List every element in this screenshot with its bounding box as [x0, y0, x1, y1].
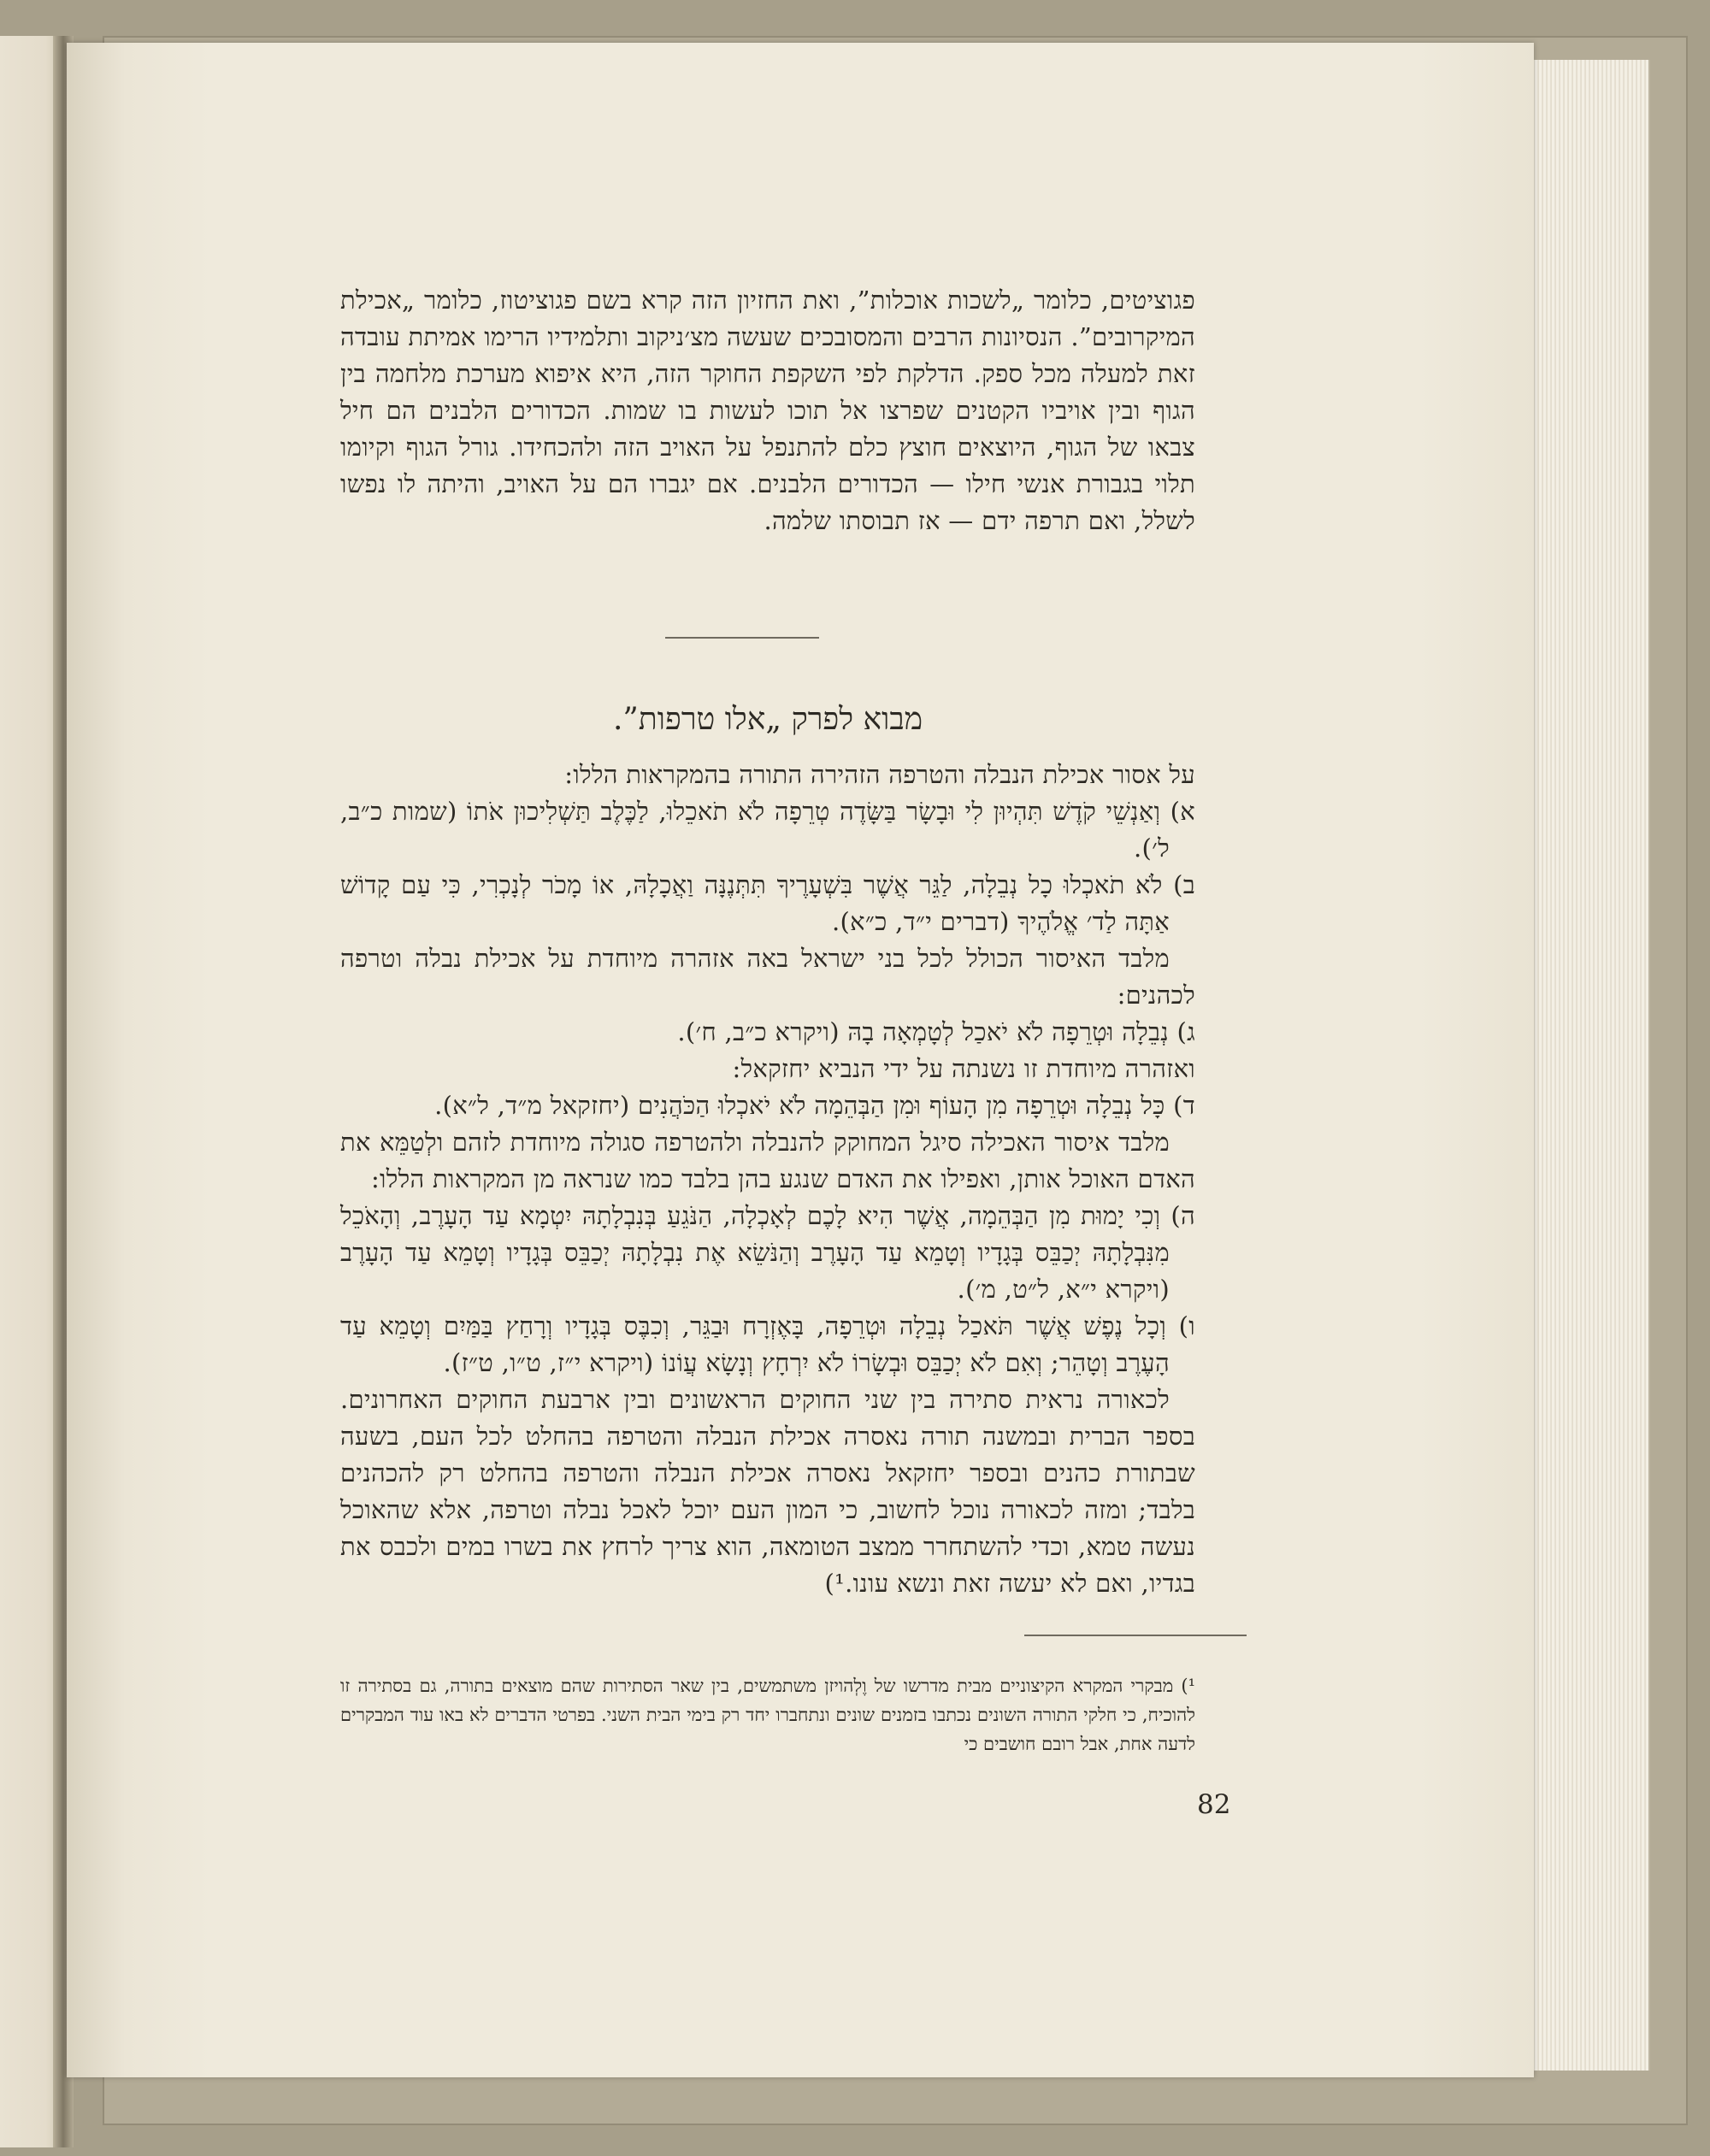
- section-paragraph: מלבד האיסור הכולל לכל בני ישראל באה אזהרה מיוחדת על אכילת נבלה וטרפה לכהנים:: [340, 944, 1195, 1010]
- section-paragraph: מלבד איסור האכילה סיגל המחוקק להנבלה ולהטרפה סגולה מיוחדת לזהם ולְטַמֵּא את האדם האוכל אותן, ואפילו את האדם שנגע בהן בלבד כמו שנראה מן המקראות הללו:: [340, 1128, 1195, 1193]
- section-paragraph: א) וְאַנְשֵׁי קֹדֶשׁ תִּהְיוּן לִי וּבָשָׂר בַּשָּׂדֶה טְרֵפָה לֹא תֹאכֵלוּ, לַכֶּלֶב תַּשְׁלִיכוּן אֹתוֹ (שמות כ״ב, ל׳).: [340, 797, 1195, 863]
- page-number: 82: [1197, 1789, 1231, 1820]
- book-page: [67, 43, 1534, 2077]
- chapter-heading: מבוא לפרק „אלו טרפות”.: [612, 702, 923, 737]
- section-divider: [665, 637, 819, 639]
- section-paragraph: ואזהרה מיוחדת זו נשנתה על ידי הנביא יחזקאל:: [732, 1054, 1195, 1083]
- section-paragraph: ד) כָּל נְבֵלָה וּטְרֵפָה מִן הָעוֹף וּמִן הַבְּהֵמָה לֹא יֹאכְלוּ הַכֹּהֲנִים (יחזקאל מ״ד, ל״א).: [434, 1091, 1195, 1120]
- section-paragraph: ב) לֹא תֹאכְלוּ כָל נְבֵלָה, לַגֵּר אֲשֶׁר בִּשְׁעָרֶיךָ תִּתְּנֶנָּה וַאֲכָלָהּ, אוֹ מָכֹר לְנָכְרִי, כִּי עַם קָדוֹשׁ אַתָּה לַד׳ אֱלֹהֶיךָ (דברים י״ד, כ״א).: [340, 870, 1195, 936]
- section-body: [340, 757, 1195, 1602]
- paragraph-text: פגוציטים, כלומר „לשכות אוכלות”, ואת החזיון הזה קרא בשם פגוציטוז, כלומר „אכילת המיקרובים”. הנסיונות הרבים והמסובכים שעשה מצ׳ניקוב ותלמידיו הרימו אמיתת עובדה זאת למעלה מכל ספק. הדלקת לפי השקפת החוקר הזה, היא איפוא מערכת מלחמה בין הגוף ובין אויביו הקטנים שפרצו אל תוכו לעשות בו שמות. הכדורים הלבנים הם חיל צבאו של הגוף, היוצאים חוצץ כלם להתנפל על האויב הזה ולהכחידו. גורל הגוף וקיומו תלוי בגבורת אנשי חילו — הכדורים הלבנים. אם יגברו הם על האויב, והיתה לו נפשו לשלל, ואם תרפה ידם — אז תבוסתו שלמה.: [340, 286, 1195, 535]
- footnote-divider: [1024, 1635, 1247, 1636]
- section-paragraph: ג) נְבֵלָה וּטְרֵפָה לֹא יֹאכַל לְטָמְאָה בָהּ (ויקרא כ״ב, ח׳).: [677, 1017, 1195, 1046]
- page-edges: [1513, 60, 1650, 2071]
- section-paragraph: על אסור אכילת הנבלה והטרפה הזהירה התורה בהמקראות הללו:: [564, 760, 1195, 789]
- section-paragraph: לכאורה נראית סתירה בין שני החוקים הראשונים ובין ארבעת החוקים האחרונים. בספר הברית ובמשנה תורה נאסרה אכילת הנבלה והטרפה בהחלט לכל העם, בשעה שבתורת כהנים ובספר יחזקאל נאסרה אכילת הנבלה והטרפה בהחלט רק להכהנים בלבד; ומזה לכאורה נוכל לחשוב, כי המון העם יוכל לאכל נבלה וטרפה, אלא שהאוכל נעשה טמא, וכדי להשתחרר ממצב הטומאה, הוא צריך לרחץ את בשרו במים ולכבס את בגדיו, ואם לא יעשה זאת ונשא עונו.¹): [340, 1385, 1195, 1598]
- section-paragraph: ו) וְכָל נֶפֶשׁ אֲשֶׁר תֹּאכַל נְבֵלָה וּטְרֵפָה, בָּאֶזְרָח וּבַגֵּר, וְכִבֶּס בְּגָדָיו וְרָחַץ בַּמַּיִם וְטָמֵא עַד הָעֶרֶב וְטָהֵר; וְאִם לֹא יְכַבֵּס וּבְשָׂרוֹ לֹא יִרְחָץ וְנָשָׂא עֲוֹנוֹ (ויקרא י״ז, ט״ו, ט״ז).: [340, 1311, 1195, 1377]
- footnote-text: ¹) מבקרי המקרא הקיצוניים מבית מדרשו של וֶלְהויזן משתמשים, בין שאר הסתירות שהם מוצאים בתורה, גם בסתירה זו להוכיח, כי חלקי התורה השונים נכתבו בזמנים שונים ונתחברו יחד רק בימי הבית השני. בפרטי הדברים לא באו עוד המבקרים לדעה אחת, אבל רובם חושבים כי: [340, 1676, 1195, 1754]
- section-paragraph: ה) וְכִי יָמוּת מִן הַבְּהֵמָה, אֲשֶׁר הִיא לָכֶם לְאָכְלָה, הַנֹּגֵעַ בְּנִבְלָתָהּ יִטְמָא עַד הָעָרֶב, וְהָאֹכֵל מִנִּבְלָתָהּ יְכַבֵּס בְּגָדָיו וְטָמֵא עַד הָעָרֶב וְהַנֹּשֵׂא אֶת נִבְלָתָהּ יְכַבֵּס בְּגָדָיו וְטָמֵא עַד הָעָרֶב (ויקרא י״א, ל״ט, מ׳).: [340, 1201, 1195, 1304]
- footnote: [340, 1671, 1195, 1758]
- opening-paragraph: [340, 282, 1195, 539]
